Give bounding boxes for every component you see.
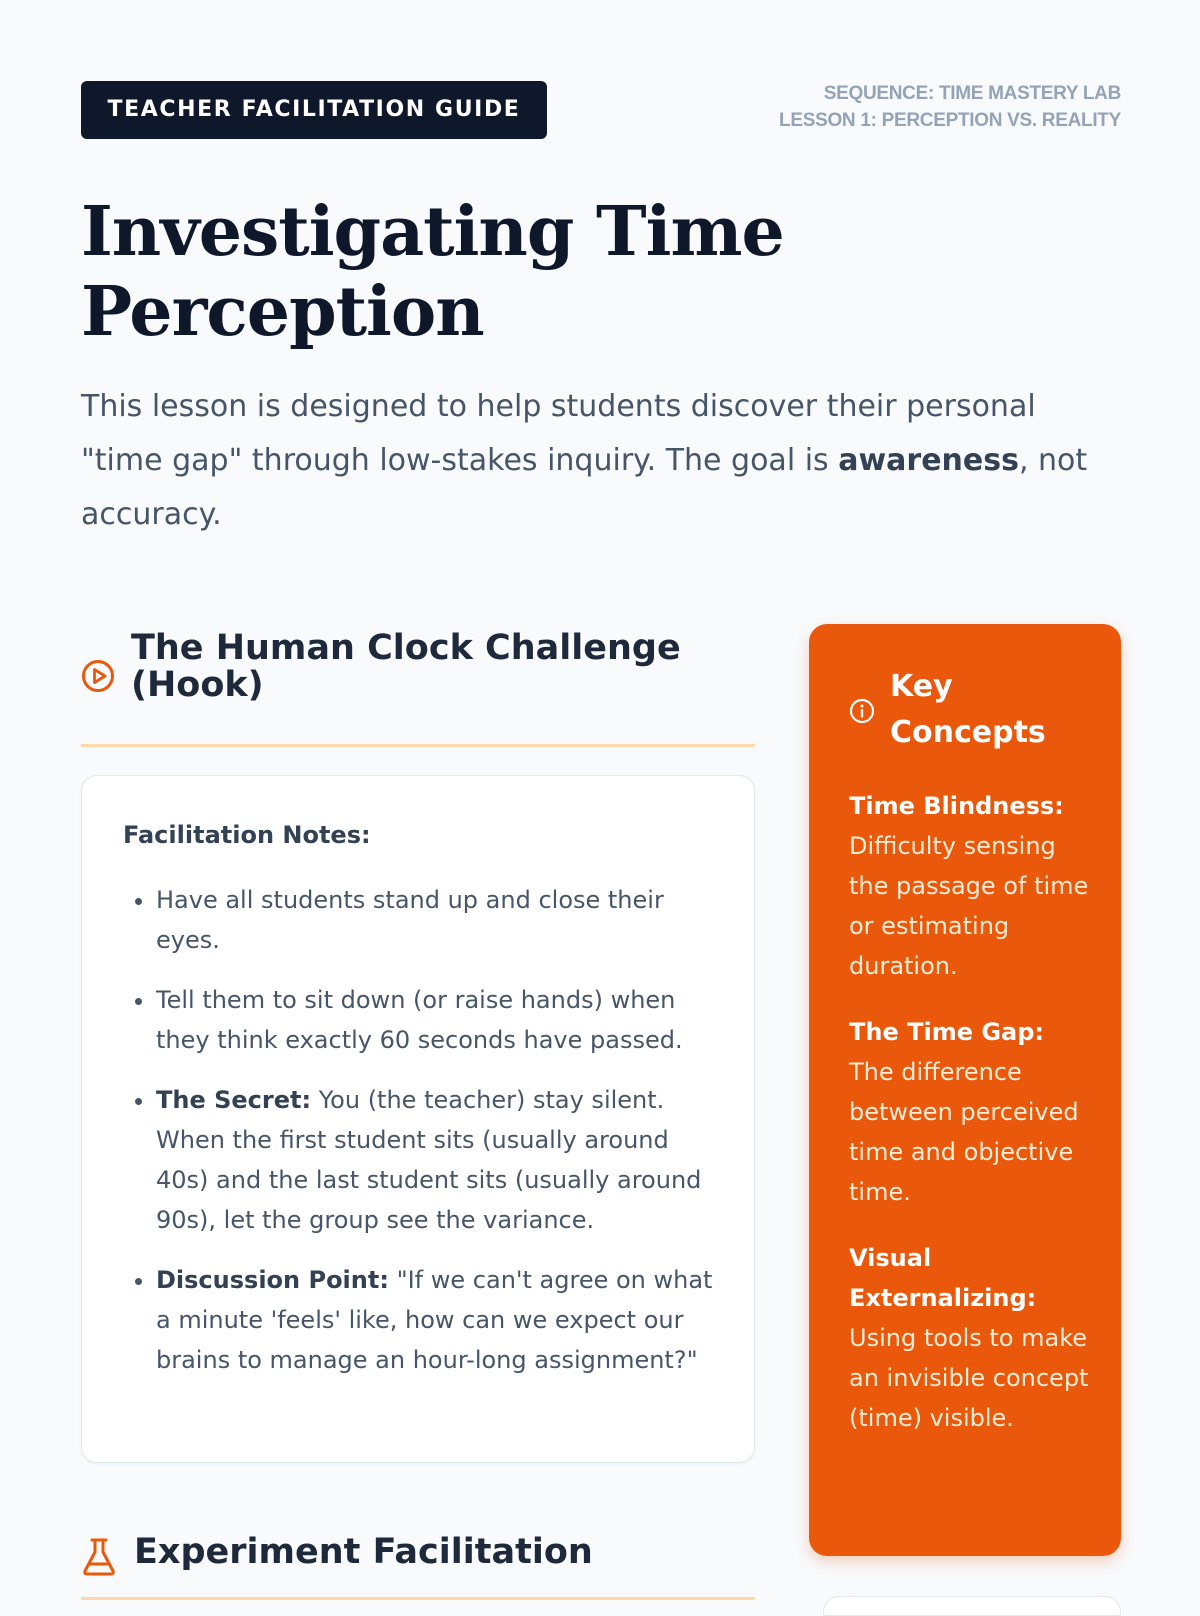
play-circle-icon (81, 659, 115, 698)
hook-section-heading (81, 626, 755, 747)
flask-icon (81, 1537, 117, 1582)
concept-list (849, 786, 1094, 1464)
experiment-heading: Experiment Facilitation (134, 1532, 593, 1572)
list-item (156, 980, 723, 1060)
list-item (156, 880, 723, 960)
note-text: Have all students stand up and close their eyes. (156, 886, 664, 954)
notes-title: Facilitation Notes: (123, 821, 371, 849)
lesson-label: LESSON 1: PERCEPTION VS. REALITY (779, 110, 1121, 131)
note-text: "If we can't agree on what a minute 'feels' like, how can we expect our brains to manage an hour-long assignment?" (156, 1266, 713, 1374)
concept-term: Visual Externalizing: (849, 1244, 1037, 1312)
hook-heading: The Human Clock Challenge (Hook) (131, 628, 681, 705)
concept-definition: Using tools to make an invisible concept (time) visible. (849, 1324, 1089, 1432)
next-sidebar-card (823, 1596, 1121, 1616)
list-item (849, 1238, 1094, 1438)
facilitation-notes-card (81, 775, 755, 1463)
note-text: Tell them to sit down (or raise hands) when they think exactly 60 seconds have passed. (156, 986, 683, 1054)
key-concepts-heading: Key Concepts (890, 669, 1046, 750)
facilitation-guide-page (81, 0, 1121, 1600)
key-concepts-panel (809, 624, 1121, 1556)
intro-text-end: , not accuracy. (81, 443, 1088, 532)
intro-emphasis: awareness (838, 443, 1019, 478)
list-item (849, 786, 1094, 986)
lesson-intro (81, 380, 1101, 542)
concept-term: Time Blindness: (849, 792, 1064, 820)
sequence-label: SEQUENCE: TIME MASTERY LAB (823, 83, 1121, 104)
note-lead: The Secret: (156, 1086, 312, 1114)
concept-term: The Time Gap: (849, 1018, 1044, 1046)
guide-type-badge: TEACHER FACILITATION GUIDE (81, 81, 547, 139)
note-lead: Discussion Point: (156, 1266, 389, 1294)
concept-definition: Difficulty sensing the passage of time or estimating duration. (849, 832, 1089, 980)
note-text: You (the teacher) stay silent. When the first student sits (usually around 40s) and the last student sits (usually around 90s), let the group see the variance. (156, 1086, 702, 1234)
list-item (156, 1260, 723, 1380)
list-item (849, 1012, 1094, 1212)
info-circle-icon (849, 698, 875, 729)
page-title: Investigating Time Perception (81, 192, 784, 352)
list-item (156, 1080, 723, 1240)
concept-definition: The difference between perceived time and objective time. (849, 1058, 1079, 1206)
sequence-info (779, 80, 1121, 134)
notes-list (123, 880, 723, 1400)
experiment-section-heading (81, 1530, 755, 1600)
intro-text-start: This lesson is designed to help students discover their personal "time gap" through low-stakes inquiry. The goal is (81, 389, 1036, 478)
